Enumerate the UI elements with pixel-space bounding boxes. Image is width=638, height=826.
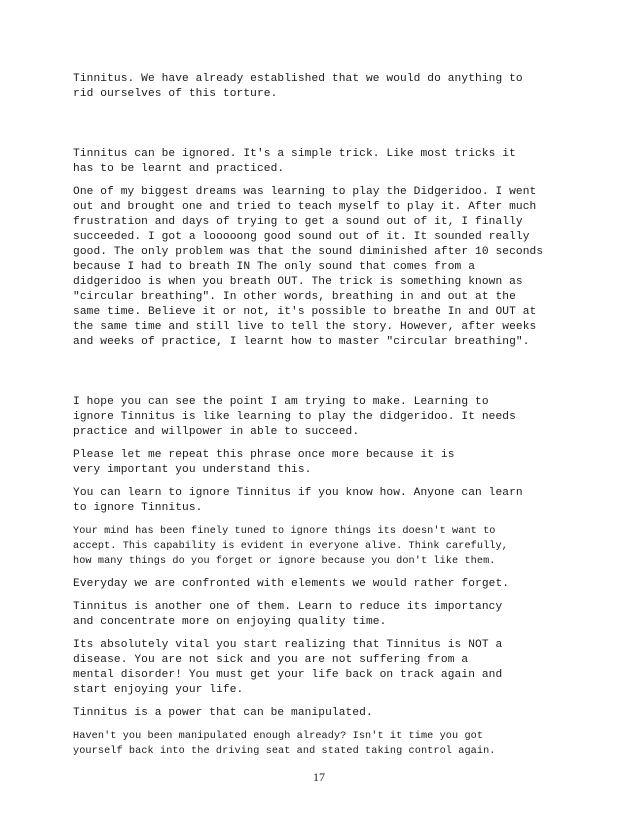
paragraph-another: Tinnitus is another one of them. Learn to reduce its importancy and concentrate more on enjoying quality time. (73, 601, 503, 628)
paragraph-power: Tinnitus is a power that can be manipulated. (73, 707, 373, 719)
page-body (73, 72, 553, 759)
paragraph-repeat: Please let me repeat this phrase once more because it is very important you understand this. (73, 449, 455, 476)
paragraph-ignored: Tinnitus can be ignored. It's a simple trick. Like most tricks it has to be learnt and practiced. (73, 148, 516, 175)
paragraph-learn: You can learn to ignore Tinnitus if you know how. Anyone can learn to ignore Tinnitus. (73, 487, 523, 514)
paragraph-vital: Its absolutely vital you start realizing that Tinnitus is NOT a disease. You are not sick and you are not suffering from a mental disorder! You must get your life back on track again and start enjoying your life. (73, 639, 503, 696)
paragraph-mind: Your mind has been finely tuned to ignore things its doesn't want to accept. This capability is evident in everyone alive. Think carefully, how many things do you forget or ignore because you don't like them. (73, 526, 508, 567)
paragraph-manipulated: Haven't you been manipulated enough already? Isn't it time you got yourself back into the driving seat and stated taking control again. (73, 731, 496, 757)
paragraph-point: I hope you can see the point I am trying to make. Learning to ignore Tinnitus is like learning to play the didgeridoo. It needs practice and willpower in able to succeed. (73, 396, 516, 438)
paragraph-didgeridoo: One of my biggest dreams was learning to play the Didgeridoo. I went out and brought one and tried to teach myself to play it. After much frustration and days of trying to get a sound out of it, I finally succeeded. I got a looooong good sound out of it. It sounded really good. The only problem was that the sound diminished after 10 seconds because I had to breath IN The only sound that comes from a didgeridoo is when you breath OUT. The trick is something known as "circular breathing". In other words, breathing in and out at the same time. Believe it or not, it's possible to breathe In and OUT at the same time and still live to tell the story. However, after weeks and weeks of practice, I learnt how to master "circular breathing". (73, 186, 544, 348)
paragraph-everyday: Everyday we are confronted with elements we would rather forget. (73, 578, 510, 590)
paragraph-intro: Tinnitus. We have already established that we would do anything to rid ourselves of this torture. (73, 73, 523, 100)
page-number: 17 (313, 770, 325, 784)
